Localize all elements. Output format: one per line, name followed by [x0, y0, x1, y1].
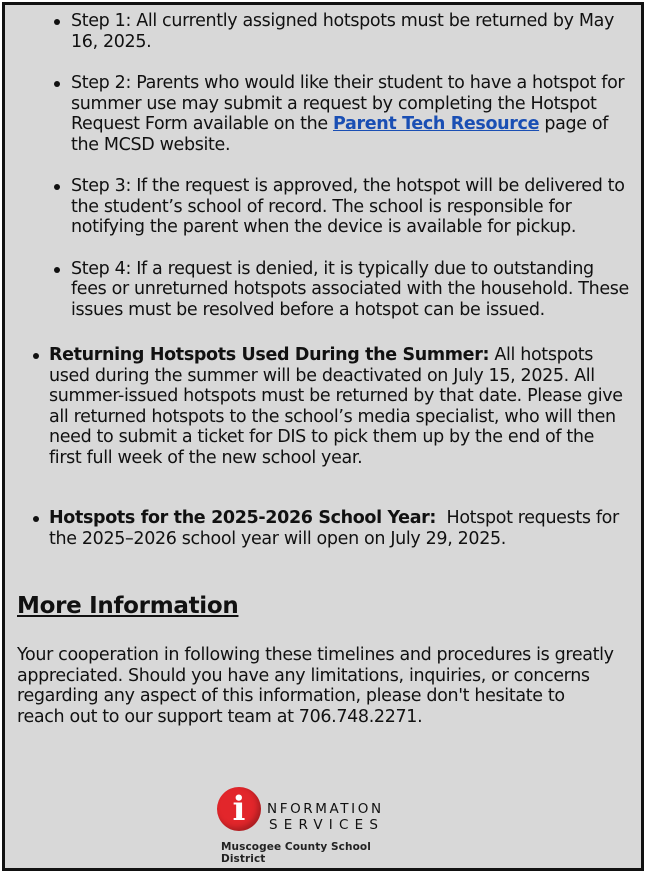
step-3-text: Step 3: If the request is approved, the hotspot will be delivered to the student’s school of record. The school is responsible for notifying the parent when the device is available for pickup.: [71, 176, 625, 237]
step-3: [51, 176, 631, 238]
info-i-icon: i: [217, 787, 261, 831]
information-services-logo: [217, 783, 417, 865]
main-bullets: [29, 345, 629, 549]
district-tagline: Muscogee County School District: [221, 841, 371, 865]
logo-line-information: NFORMATION: [267, 801, 384, 817]
bullet-school-year-text: Hotspot requests for the 2025–2026 school year will open on July 29, 2025.: [49, 508, 625, 549]
steps-list: [51, 11, 631, 341]
step-2: [51, 73, 631, 155]
bullet-returning-text: All hotspots used during the summer will be deactivated on July 15, 2025. All summer-issued hotspots must be returned by that date. Please give all returned hotspots to the school’s media specialist, who will then need to submit a ticket for DIS to pick them up by the end of the first full week of the new school year.: [49, 345, 623, 468]
bullet-returning-title: Returning Hotspots Used During the Summer:: [49, 345, 490, 365]
logo-line-services: SERVICES: [269, 817, 385, 833]
step-1-text: Step 1: All currently assigned hotspots must be returned by May 16, 2025.: [71, 11, 614, 52]
more-information-heading: More Information: [17, 593, 239, 619]
bullet-school-year: [29, 508, 629, 549]
step-2-text-after: page of the MCSD website.: [71, 114, 609, 155]
bullet-returning-hotspots: [29, 345, 629, 468]
more-information-body: Your cooperation in following these timelines and procedures is greatly appreciated. Should you have any limitations, inquiries, or concerns regarding any aspect of this information, please don't hesitate to reach out to our support team at 706.748.2271.: [17, 645, 614, 727]
bullet-school-year-title: Hotspots for the 2025-2026 School Year:: [49, 508, 437, 528]
step-2-text-before: Step 2: Parents who would like their student to have a hotspot for summer use may submit a request by completing the Hotspot Request Form available on the: [71, 73, 625, 134]
document-frame: [2, 2, 644, 871]
parent-tech-resource-link[interactable]: Parent Tech Resource: [333, 114, 540, 134]
step-4: [51, 259, 631, 321]
step-1: [51, 11, 631, 52]
step-4-text: Step 4: If a request is denied, it is typically due to outstanding fees or unreturned hotspots associated with the household. These issues must be resolved before a hotspot can be issued.: [71, 258, 629, 320]
